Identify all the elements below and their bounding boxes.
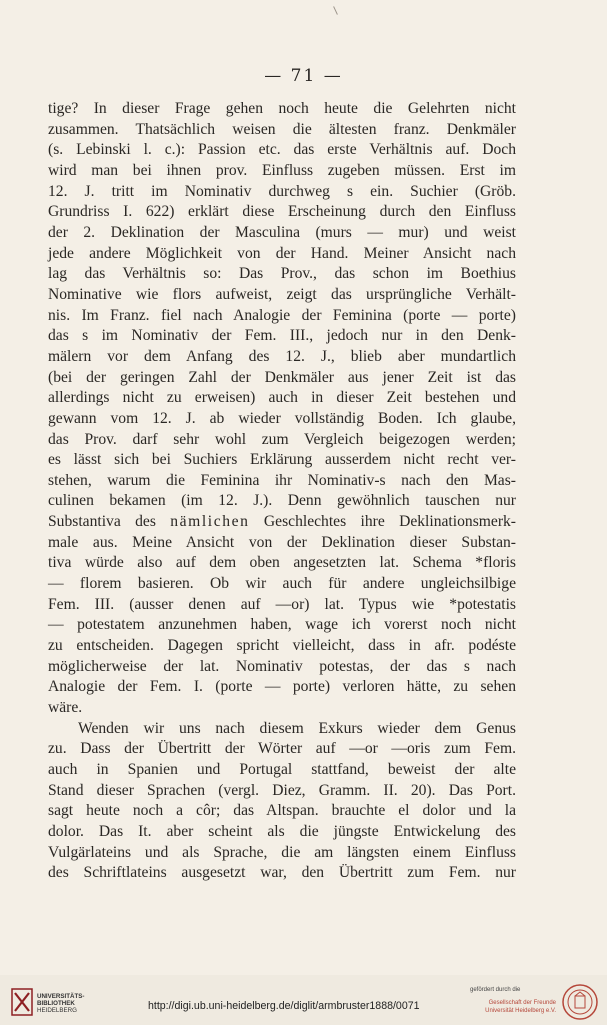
text-line: nis. Im Franz. fiel nach Analogie der Feminina (porte — porte) xyxy=(48,306,516,324)
text-line: auch in Spanien und Portugal stattfand, beweist der alte xyxy=(48,761,516,778)
text-line: Analogie der Fem. I. (porte — porte) verloren hätte, zu sehen xyxy=(48,678,516,696)
text-line: dolor. Das It. aber scheint als die jüngste Entwickelung des xyxy=(48,822,516,840)
body-text xyxy=(48,99,516,884)
text-line: tiva würde also auf dem oben angesetzten lat. Schema *floris xyxy=(48,554,516,572)
text-segment: Geschlechtes ihre Deklinationsmerk- xyxy=(249,513,516,531)
text-line: allerdings nicht zu erweisen) auch in dieser Zeit bestehen und xyxy=(48,389,516,407)
text-line: das s im Nominativ der Fem. III., jedoch nur in den Denk- xyxy=(48,327,516,345)
text-line: Fem. III. (ausser denen auf —or) lat. Typus wie *potestatis xyxy=(48,595,516,613)
library-name xyxy=(37,993,84,1015)
text-line: wird man bei ihnen prov. Einfluss zugeben müssen. Erst im xyxy=(48,161,516,179)
paragraph-first-line: Wenden wir uns nach diesem Exkurs wieder dem Genus xyxy=(78,719,516,737)
text-line: lag das Verhältnis so: Das Prov., das schon im Boethius xyxy=(48,265,516,283)
sponsor-name xyxy=(462,999,556,1015)
text-line: culinen bekamen (im 12. J.). Denn gewöhnlich tauschen nur xyxy=(48,492,516,510)
text-line: stehen, warum die Feminina ihr Nominativ-s nach den Mas- xyxy=(48,471,516,489)
sponsor-name-line: Gesellschaft der Freunde xyxy=(488,1000,556,1006)
text-line: Grundriss I. 622) erklärt diese Erscheinung durch den Einfluss xyxy=(48,203,516,221)
university-logo-icon xyxy=(10,987,34,1017)
text-line: (bei der geringen Zahl der Denkmäler aus jener Zeit ist das xyxy=(48,368,516,386)
text-line-spaced xyxy=(48,512,516,533)
text-line: tige? In dieser Frage gehen noch heute die Gelehrten nicht xyxy=(48,100,516,117)
library-name-line: HEIDELBERG xyxy=(37,1007,77,1015)
text-line: des Schriftlateins ausgesetzt war, den Übertritt zum Fem. nur xyxy=(48,864,516,882)
source-url-link[interactable]: http://digi.ub.uni-heidelberg.de/diglit/armbruster1888/0071 xyxy=(148,1000,420,1012)
text-line: — florem basieren. Ob wir auch für andere ungleichsilbige xyxy=(48,575,516,593)
text-line: gewann vom 12. J. ab wieder vollständig Boden. Ich glaube, xyxy=(48,409,516,427)
sponsor-seal-icon xyxy=(561,983,599,1021)
library-name-line: UNIVERSITÄTS- xyxy=(37,993,85,1000)
text-line-last: wäre. xyxy=(48,699,83,717)
text-line: 12. J. tritt im Nominativ durchweg s ein. Suchier (Gröb. xyxy=(48,182,516,200)
library-name-line: BIBLIOTHEK xyxy=(37,1000,75,1008)
sponsor-name-line: Universität Heidelberg e.V. xyxy=(485,1008,556,1014)
text-line: zu entscheiden. Dagegen spricht vielleicht, dass in afr. podéste xyxy=(48,637,516,655)
page-number: — 71 — xyxy=(264,66,343,86)
text-line: mälern vor dem Anfang des 12. J., blieb aber mundartlich xyxy=(48,347,516,365)
text-line: es lässt sich bei Suchiers Erklärung ausserdem nicht recht ver- xyxy=(48,451,516,469)
text-line: Nominative wie flors aufweist, zeigt das ursprüngliche Verhält- xyxy=(48,285,516,303)
scan-mark xyxy=(333,6,338,15)
text-line: male aus. Meine Ansicht von der Deklination dieser Substan- xyxy=(48,533,516,551)
footer-bar xyxy=(0,975,607,1025)
text-line: zu. Dass der Übertritt der Wörter auf —or —oris zum Fem. xyxy=(48,740,516,758)
text-line: der 2. Deklination der Masculina (murs — mur) und weist xyxy=(48,223,516,241)
text-line: das Prov. darf sehr wohl zum Vergleich beigezogen werden; xyxy=(48,430,516,448)
text-line: jede andere Möglichkeit von der Hand. Meiner Ansicht nach xyxy=(48,244,516,262)
text-segment: Substantiva des xyxy=(48,513,171,531)
text-line: Stand dieser Sprachen (vergl. Diez, Gramm. II. 20). Das Port. xyxy=(48,781,516,799)
text-line: (s. Lebinski l. c.): Passion etc. das erste Verhältnis auf. Doch xyxy=(48,141,516,159)
sponsor-label: gefördert durch die xyxy=(470,987,521,993)
text-line: zusammen. Thatsächlich weisen die ältesten franz. Denkmäler xyxy=(48,120,516,138)
text-line: sagt heute noch a côr; das Altspan. brauchte el dolor und la xyxy=(48,802,516,820)
text-line: Vulgärlateins und als Sprache, die am längsten einem Einfluss xyxy=(48,843,516,861)
text-line: möglicherweise der lat. Nominativ potestas, der das s nach xyxy=(48,657,516,675)
text-line: — potestatem anzunehmen haben, wage ich vorerst noch nicht xyxy=(48,616,516,634)
spaced-emphasis: nämlichen xyxy=(170,513,250,531)
